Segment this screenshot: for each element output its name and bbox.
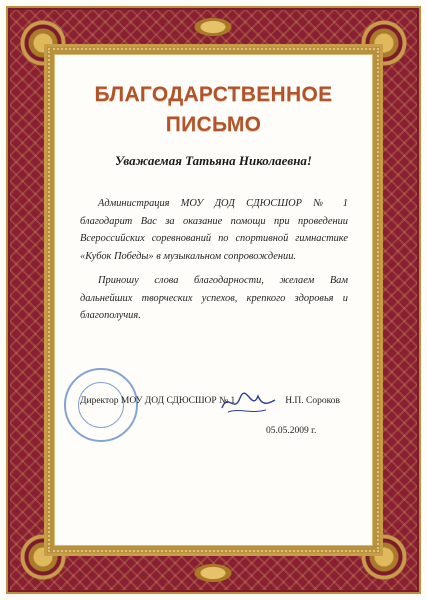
body-paragraph-2: Приношу слова благодарности, желаем Вам дальнейших творческих успехов, крепкого здоровья и благополучия.	[80, 275, 348, 321]
salutation: Уважаемая Татьяна Николаевна!	[115, 153, 312, 168]
signatory-name: Н.П. Сороков	[285, 396, 340, 406]
signature-line	[80, 396, 340, 406]
document-title	[54, 80, 373, 140]
crest-ornament-icon	[178, 556, 248, 590]
crest-ornament-icon	[178, 10, 248, 44]
signatory-title: Директор МОУ ДОД СДЮСШОР № 1	[80, 396, 236, 406]
document-date: 05.05.2009 г.	[266, 426, 317, 436]
letter-body	[80, 195, 348, 332]
body-paragraph-1: Администрация МОУ ДОД СДЮСШОР № 1 благодарит Вас за оказание помощи при проведении Всероссийских соревнований по спортивной гимнастике «Кубок Победы» в музыкальном сопровождении.	[80, 198, 348, 262]
title-line-1: БЛАГОДАРСТВЕННОЕ	[94, 83, 333, 106]
title-line-2: ПИСЬМО	[165, 113, 262, 136]
